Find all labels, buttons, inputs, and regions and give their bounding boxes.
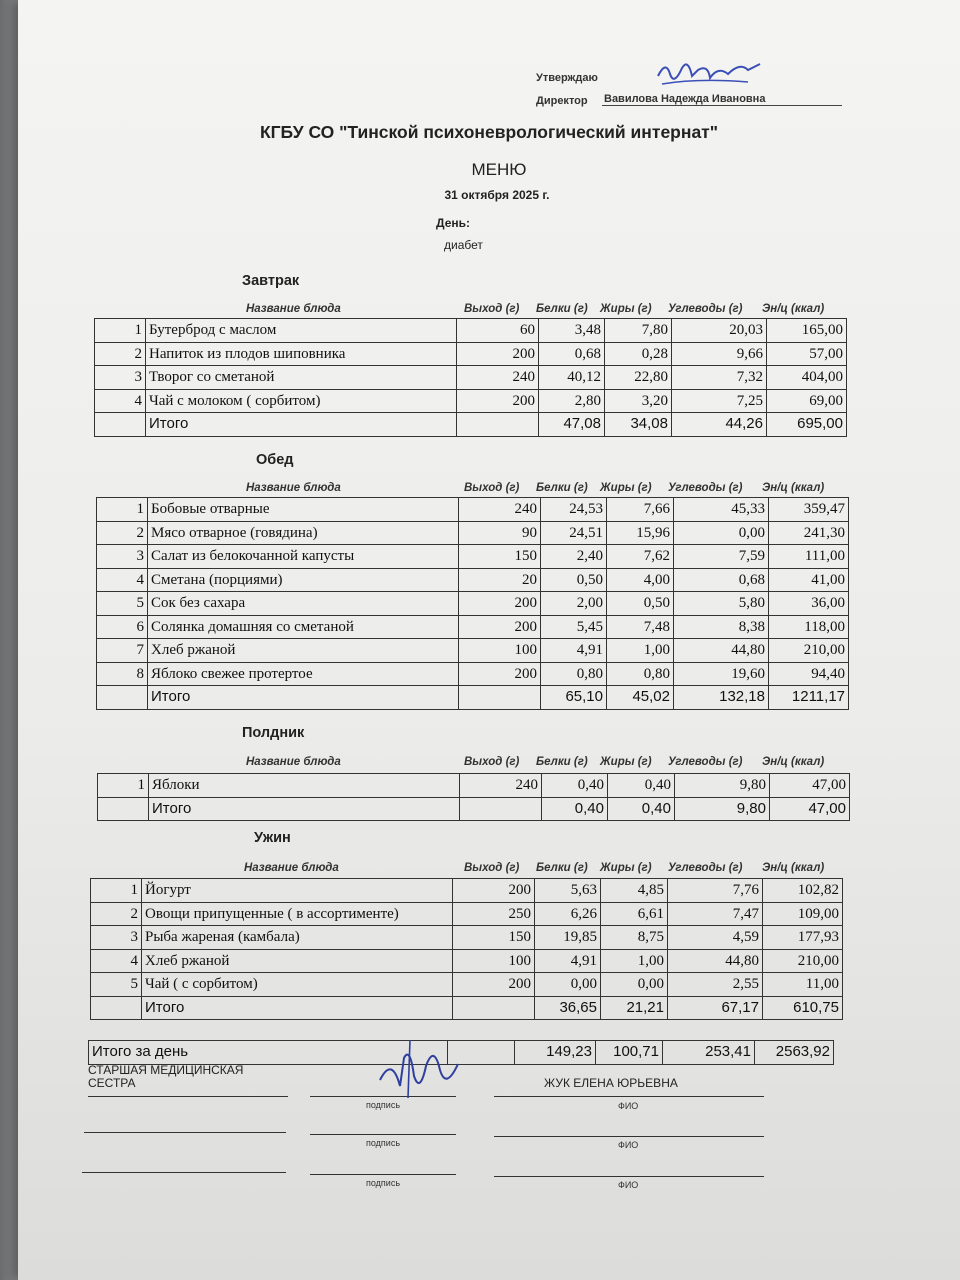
table-row: [95, 366, 847, 390]
col-header-carbs: Углеводы (г): [668, 862, 743, 874]
dish-fat: 1,00: [607, 639, 674, 663]
role-line-2: [84, 1132, 286, 1133]
menu-date: 31 октября 2025 г.: [444, 188, 550, 202]
day-total-fat: 100,71: [596, 1041, 663, 1065]
col-header-energy: Эн/ц (ккал): [762, 303, 825, 315]
dish-carbs: 9,66: [672, 342, 767, 366]
col-header-protein: Белки (г): [536, 862, 588, 874]
day-total-protein: 149,23: [515, 1041, 596, 1065]
total-energy: 610,75: [763, 996, 843, 1020]
dish-yield: 200: [459, 592, 541, 616]
nurse-role: СТАРШАЯ МЕДИЦИНСКАЯ СЕСТРА: [88, 1063, 244, 1090]
dish-fat: 7,62: [607, 545, 674, 569]
dish-protein: 24,53: [541, 498, 607, 522]
sign-line-3: [310, 1174, 456, 1175]
col-header-name: Название блюда: [244, 862, 339, 874]
dish-name: Сметана (порциями): [148, 568, 459, 592]
dish-carbs: 7,32: [672, 366, 767, 390]
dish-protein: 2,00: [541, 592, 607, 616]
total-protein: 36,65: [535, 996, 601, 1020]
dish-protein: 0,68: [539, 342, 605, 366]
row-number: 5: [91, 973, 142, 997]
row-number: 4: [95, 389, 146, 413]
total-protein: 47,08: [539, 413, 605, 437]
dish-fat: 3,20: [605, 389, 672, 413]
dish-carbs: 8,38: [674, 615, 769, 639]
dish-fat: 15,96: [607, 521, 674, 545]
dish-name: Мясо отварное (говядина): [148, 521, 459, 545]
table-row: [91, 949, 843, 973]
dish-energy: 36,00: [769, 592, 849, 616]
role-line-3: [82, 1172, 286, 1173]
table-row: [95, 342, 847, 366]
col-header-yield: Выход (г): [464, 862, 520, 874]
dish-fat: 0,00: [601, 973, 668, 997]
col-header-protein: Белки (г): [536, 303, 588, 315]
dish-energy: 47,00: [770, 774, 850, 798]
dish-energy: 109,00: [763, 902, 843, 926]
sign-caption: подпись: [366, 1178, 401, 1188]
table-row: [95, 389, 847, 413]
dish-energy: 210,00: [769, 639, 849, 663]
dish-name: Хлеб ржаной: [142, 949, 453, 973]
dish-yield: 250: [453, 902, 535, 926]
sign-caption: подпись: [366, 1100, 401, 1110]
role-line: [88, 1096, 288, 1097]
dish-protein: 0,40: [542, 774, 608, 798]
nurse-name: ЖУК ЕЛЕНА ЮРЬЕВНА: [544, 1076, 678, 1090]
row-number: 8: [97, 662, 148, 686]
row-number: 3: [91, 926, 142, 950]
section-title-snack: Полдник: [242, 725, 305, 741]
dish-yield: 200: [459, 615, 541, 639]
dish-carbs: 9,80: [675, 774, 770, 798]
col-header-fat: Жиры (г): [600, 482, 652, 494]
col-header-carbs: Углеводы (г): [668, 303, 743, 315]
total-protein: 65,10: [541, 686, 607, 710]
dish-energy: 177,93: [763, 926, 843, 950]
col-header-yield: Выход (г): [464, 303, 520, 315]
row-number: 5: [97, 592, 148, 616]
total-label: Итого: [142, 996, 453, 1020]
total-yield-blank: [453, 996, 535, 1020]
menu-title: МЕНЮ: [471, 160, 527, 179]
dish-protein: 40,12: [539, 366, 605, 390]
total-yield-blank: [457, 413, 539, 437]
dish-energy: 69,00: [767, 389, 847, 413]
dish-name: Чай ( с сорбитом): [142, 973, 453, 997]
dish-name: Напиток из плодов шиповника: [146, 342, 457, 366]
total-label: Итого: [149, 797, 460, 821]
dish-name: Салат из белокочанной капусты: [148, 545, 459, 569]
section-title-lunch: Обед: [256, 452, 294, 468]
dish-protein: 2,40: [541, 545, 607, 569]
row-number: 4: [91, 949, 142, 973]
dish-energy: 241,30: [769, 521, 849, 545]
table-row: [97, 568, 849, 592]
snack-table: [97, 773, 850, 821]
dish-name: Бобовые отварные: [148, 498, 459, 522]
dish-fat: 4,00: [607, 568, 674, 592]
total-energy: 47,00: [770, 797, 850, 821]
fio-line-2: [494, 1136, 764, 1137]
total-fat: 0,40: [608, 797, 675, 821]
table-row: [97, 521, 849, 545]
col-header-yield: Выход (г): [464, 756, 520, 768]
dish-carbs: 7,76: [668, 879, 763, 903]
col-header-name: Название блюда: [246, 482, 341, 494]
col-header-energy: Эн/ц (ккал): [762, 482, 825, 494]
table-row: [98, 774, 850, 798]
total-fat: 21,21: [601, 996, 668, 1020]
dish-energy: 404,00: [767, 366, 847, 390]
total-protein: 0,40: [542, 797, 608, 821]
director-name: Вавилова Надежда Ивановна: [602, 93, 842, 106]
dish-fat: 7,66: [607, 498, 674, 522]
row-number-blank: [97, 686, 148, 710]
dish-yield: 200: [453, 973, 535, 997]
day-label: День:: [436, 216, 470, 230]
nurse-signature: [374, 1036, 464, 1100]
total-label: Итого: [146, 413, 457, 437]
dish-yield: 200: [457, 342, 539, 366]
dish-name: Бутерброд с маслом: [146, 319, 457, 343]
row-number: 4: [97, 568, 148, 592]
row-number: 2: [91, 902, 142, 926]
dish-yield: 200: [457, 389, 539, 413]
dish-carbs: 2,55: [668, 973, 763, 997]
total-energy: 1211,17: [769, 686, 849, 710]
dish-fat: 0,50: [607, 592, 674, 616]
dish-energy: 359,47: [769, 498, 849, 522]
dish-yield: 200: [459, 662, 541, 686]
dish-fat: 4,85: [601, 879, 668, 903]
row-number: 1: [91, 879, 142, 903]
col-header-carbs: Углеводы (г): [668, 482, 743, 494]
dish-energy: 165,00: [767, 319, 847, 343]
table-row: [97, 639, 849, 663]
dish-name: Рыба жареная (камбала): [142, 926, 453, 950]
menu-document: [18, 0, 960, 1280]
dish-carbs: 44,80: [668, 949, 763, 973]
dish-protein: 0,80: [541, 662, 607, 686]
col-header-fat: Жиры (г): [600, 303, 652, 315]
dish-protein: 24,51: [541, 521, 607, 545]
total-row: [91, 996, 843, 1020]
dish-energy: 94,40: [769, 662, 849, 686]
dish-carbs: 19,60: [674, 662, 769, 686]
dish-carbs: 45,33: [674, 498, 769, 522]
row-number: 1: [97, 498, 148, 522]
fio-caption: ФИО: [618, 1140, 639, 1150]
dish-yield: 100: [459, 639, 541, 663]
dish-fat: 7,80: [605, 319, 672, 343]
table-row: [91, 879, 843, 903]
dish-carbs: 4,59: [668, 926, 763, 950]
dish-energy: 57,00: [767, 342, 847, 366]
total-carbs: 44,26: [672, 413, 767, 437]
dish-carbs: 0,68: [674, 568, 769, 592]
total-carbs: 132,18: [674, 686, 769, 710]
dinner-table: [90, 878, 843, 1020]
dish-protein: 3,48: [539, 319, 605, 343]
row-number-blank: [98, 797, 149, 821]
dish-carbs: 7,59: [674, 545, 769, 569]
col-header-yield: Выход (г): [464, 482, 520, 494]
dish-energy: 41,00: [769, 568, 849, 592]
dish-name: Овощи припущенные ( в ассортименте): [142, 902, 453, 926]
dish-carbs: 0,00: [674, 521, 769, 545]
table-row: [91, 902, 843, 926]
total-fat: 45,02: [607, 686, 674, 710]
row-number-blank: [95, 413, 146, 437]
dish-fat: 1,00: [601, 949, 668, 973]
fio-caption: ФИО: [618, 1180, 639, 1190]
row-number: 1: [98, 774, 149, 798]
dish-name: Йогурт: [142, 879, 453, 903]
row-number-blank: [91, 996, 142, 1020]
dish-protein: 6,26: [535, 902, 601, 926]
table-row: [97, 592, 849, 616]
dish-yield: 100: [453, 949, 535, 973]
dish-protein: 5,45: [541, 615, 607, 639]
table-row: [91, 973, 843, 997]
total-carbs: 9,80: [675, 797, 770, 821]
col-header-fat: Жиры (г): [600, 756, 652, 768]
fio-caption: ФИО: [618, 1101, 639, 1111]
lunch-table: [96, 497, 849, 710]
dish-protein: 19,85: [535, 926, 601, 950]
dish-name: Яблоко свежее протертое: [148, 662, 459, 686]
dish-yield: 240: [459, 498, 541, 522]
day-total-label: Итого за день: [89, 1041, 448, 1065]
dish-fat: 22,80: [605, 366, 672, 390]
dish-name: Творог со сметаной: [146, 366, 457, 390]
day-total-carbs: 253,41: [663, 1041, 755, 1065]
dish-yield: 240: [460, 774, 542, 798]
diet-type: диабет: [444, 238, 483, 252]
breakfast-table: [94, 318, 847, 437]
table-row: [97, 615, 849, 639]
approval-label: Утверждаю: [536, 72, 598, 84]
fio-line-3: [494, 1176, 764, 1177]
total-row: [98, 797, 850, 821]
dish-yield: 20: [459, 568, 541, 592]
dish-fat: 0,28: [605, 342, 672, 366]
col-header-protein: Белки (г): [536, 482, 588, 494]
section-title-dinner: Ужин: [254, 830, 291, 846]
table-row: [97, 545, 849, 569]
dish-energy: 102,82: [763, 879, 843, 903]
col-header-name: Название блюда: [246, 303, 341, 315]
total-carbs: 67,17: [668, 996, 763, 1020]
total-yield-blank: [460, 797, 542, 821]
sign-caption: подпись: [366, 1138, 401, 1148]
col-header-name: Название блюда: [246, 756, 341, 768]
dish-protein: 5,63: [535, 879, 601, 903]
table-row: [95, 319, 847, 343]
dish-name: Яблоки: [149, 774, 460, 798]
organization-title: КГБУ СО "Тинской психоневрологический интернат": [259, 122, 719, 142]
col-header-protein: Белки (г): [536, 756, 588, 768]
dish-yield: 90: [459, 521, 541, 545]
dish-energy: 111,00: [769, 545, 849, 569]
table-row: [97, 662, 849, 686]
col-header-energy: Эн/ц (ккал): [762, 756, 825, 768]
dish-fat: 6,61: [601, 902, 668, 926]
row-number: 2: [97, 521, 148, 545]
dish-yield: 150: [453, 926, 535, 950]
dish-fat: 8,75: [601, 926, 668, 950]
dish-fat: 0,40: [608, 774, 675, 798]
total-fat: 34,08: [605, 413, 672, 437]
col-header-carbs: Углеводы (г): [668, 756, 743, 768]
total-energy: 695,00: [767, 413, 847, 437]
dish-yield: 60: [457, 319, 539, 343]
director-signature: [648, 56, 768, 90]
dish-protein: 4,91: [535, 949, 601, 973]
table-row: [91, 926, 843, 950]
dish-protein: 0,50: [541, 568, 607, 592]
total-label: Итого: [148, 686, 459, 710]
total-row: [95, 413, 847, 437]
dish-carbs: 20,03: [672, 319, 767, 343]
day-total-energy: 2563,92: [755, 1041, 834, 1065]
dish-name: Солянка домашняя со сметаной: [148, 615, 459, 639]
dish-protein: 4,91: [541, 639, 607, 663]
dish-protein: 0,00: [535, 973, 601, 997]
dish-yield: 240: [457, 366, 539, 390]
dish-name: Хлеб ржаной: [148, 639, 459, 663]
dish-name: Сок без сахара: [148, 592, 459, 616]
row-number: 1: [95, 319, 146, 343]
dish-carbs: 7,47: [668, 902, 763, 926]
dish-carbs: 44,80: [674, 639, 769, 663]
dish-carbs: 5,80: [674, 592, 769, 616]
dish-carbs: 7,25: [672, 389, 767, 413]
director-label: Директор: [536, 95, 588, 107]
sign-line-2: [310, 1134, 456, 1135]
section-title-breakfast: Завтрак: [242, 273, 300, 289]
row-number: 7: [97, 639, 148, 663]
row-number: 2: [95, 342, 146, 366]
row-number: 3: [95, 366, 146, 390]
row-number: 3: [97, 545, 148, 569]
table-row: [97, 498, 849, 522]
dish-fat: 0,80: [607, 662, 674, 686]
total-row: [97, 686, 849, 710]
dish-energy: 210,00: [763, 949, 843, 973]
dish-fat: 7,48: [607, 615, 674, 639]
dish-name: Чай с молоком ( сорбитом): [146, 389, 457, 413]
dish-protein: 2,80: [539, 389, 605, 413]
row-number: 6: [97, 615, 148, 639]
dish-yield: 200: [453, 879, 535, 903]
dish-yield: 150: [459, 545, 541, 569]
total-yield-blank: [459, 686, 541, 710]
col-header-fat: Жиры (г): [600, 862, 652, 874]
dish-energy: 11,00: [763, 973, 843, 997]
dish-energy: 118,00: [769, 615, 849, 639]
col-header-energy: Эн/ц (ккал): [762, 862, 825, 874]
fio-line: [494, 1096, 764, 1097]
